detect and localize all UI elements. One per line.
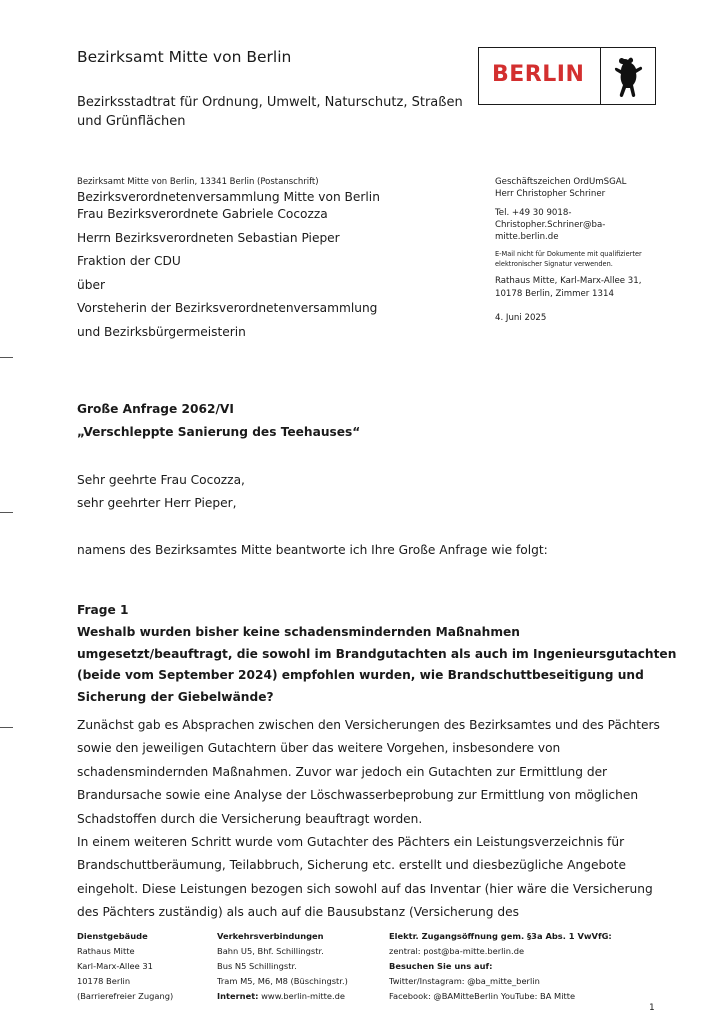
berlin-bear-icon [613, 56, 645, 98]
recipient-block [77, 190, 380, 348]
recipient-line: Vorsteherin der Bezirksverordnetenversammlung [77, 301, 378, 315]
email-note-cont: elektronischer Signatur verwenden. [495, 260, 613, 269]
footer-line: Bus N5 Schillingstr. [217, 961, 297, 971]
intro-paragraph: namens des Bezirksamtes Mitte beantworte ich Ihre Große Anfrage wie folgt: [77, 543, 548, 557]
office-address-cont: 10178 Berlin, Zimmer 1314 [495, 288, 614, 299]
contact-phone: Tel. +49 30 9018- [495, 207, 572, 218]
footer-line: (Barrierefreier Zugang) [77, 991, 174, 1001]
fold-mark [0, 727, 13, 728]
subject-block [77, 402, 360, 448]
reference-number: Geschäftszeichen OrdUmSGAL [495, 177, 627, 187]
subject-reference: Große Anfrage 2062/VI [77, 402, 234, 416]
email-note: E-Mail nicht für Dokumente mit qualifizierter [495, 250, 642, 259]
answer-body [77, 714, 677, 925]
footer-line: 10178 Berlin [77, 976, 131, 986]
subject-title: „Verschleppte Sanierung des Teehauses“ [77, 425, 361, 439]
salutation [77, 473, 245, 519]
office-address: Rathaus Mitte, Karl-Marx-Allee 31, [495, 276, 642, 287]
question-label: Frage 1 [77, 603, 129, 617]
recipient-line: Frau Bezirksverordnete Gabriele Cocozza [77, 207, 328, 221]
footer-social[interactable]: Facebook: @BAMitteBerlin YouTube: BA Mitte [389, 991, 576, 1001]
internet-link[interactable]: www.berlin-mitte.de [261, 991, 346, 1001]
page-number: 1 [649, 1003, 655, 1013]
organization-title: Bezirksamt Mitte von Berlin [77, 48, 292, 66]
contact-email: Christopher.Schriner@ba- [495, 219, 606, 230]
salutation-line: Sehr geehrte Frau Cocozza, [77, 473, 245, 487]
footer-line: Karl-Marx-Allee 31 [77, 961, 153, 971]
sender-info-sidebar [495, 176, 665, 324]
footer-internet [217, 989, 387, 1004]
berlin-logo [478, 47, 656, 105]
salutation-line: sehr geehrter Herr Pieper, [77, 496, 237, 510]
recipient-line: Herrn Bezirksverordneten Sebastian Pieper [77, 230, 340, 245]
footer-social[interactable]: Twitter/Instagram: @ba_mitte_berlin [389, 976, 540, 986]
internet-label: Internet: [217, 991, 259, 1001]
footer-transport [217, 929, 387, 1004]
footer-heading: Elektr. Zugangsöffnung gem. §3a Abs. 1 VwVfG: [389, 931, 612, 941]
logo-text: BERLIN [492, 62, 585, 87]
recipient-line: und Bezirksbürgermeisterin [77, 324, 246, 339]
letter-date: 4. Juni 2025 [495, 313, 547, 324]
contact-email-cont: mitte.berlin.de [495, 232, 559, 243]
footer-building [77, 929, 212, 1004]
department-title: Bezirksstadtrat für Ordnung, Umwelt, Naturschutz, Straßen und Grünflächen [77, 95, 463, 129]
fold-mark [0, 357, 13, 358]
punch-mark [0, 512, 13, 513]
recipient-line: Fraktion der CDU [77, 254, 181, 268]
question-text: Weshalb wurden bisher keine schadensmindernden Maßnahmen umgesetzt/beauftragt, die sowohl im Brandgutachten als auch im Ingenieursgutachten (beide vom September 2024) empfohlen wurden, wie Brandschuttbeseitigung und Sicherung der Giebelwände? [77, 625, 677, 704]
footer-line: Bahn U5, Bhf. Schillingstr. [217, 946, 324, 956]
footer-heading: Dienstgebäude [77, 931, 148, 941]
footer-email[interactable]: zentral: post@ba-mitte.berlin.de [389, 946, 525, 956]
footer-heading: Verkehrsverbindungen [217, 931, 324, 941]
recipient-line: Bezirksverordnetenversammlung Mitte von Berlin [77, 190, 380, 204]
footer-contact [389, 929, 689, 1004]
answer-paragraph: In einem weiteren Schritt wurde vom Gutachter des Pächters ein Leistungsverzeichnis für Brandschuttberäumung, Teilabbruch, Sicherung etc. erstellt und diesbezügliche Angebote eingeholt. Diese Leistungen bezogen sich sowohl auf das Inventar (hier wäre die Versicherung des Pächters zuständig) als auch auf die Bausubstanz (Versicherung des [77, 835, 653, 920]
footer-subheading: Besuchen Sie uns auf: [389, 961, 493, 971]
recipient-line: über [77, 277, 105, 292]
answer-paragraph: Zunächst gab es Absprachen zwischen den Versicherungen des Bezirksamtes und des Pächters sowie den jeweiligen Gutachtern über das weitere Vorgehen, insbesondere von schadensmindernden Maßnahmen. Zuvor war jedoch ein Gutachten zur Ermittlung der Brandursache sowie eine Analyse der Löschwasserbeprobung zur Ermittlung von möglichen Schadstoffen durch die Versicherung beauftragt worden. [77, 718, 660, 826]
footer-line: Rathaus Mitte [77, 946, 135, 956]
sender-address-line: Bezirksamt Mitte von Berlin, 13341 Berlin (Postanschrift) [77, 177, 319, 187]
contact-name: Herr Christopher Schriner [495, 189, 606, 200]
footer-line: Tram M5, M6, M8 (Büschingstr.) [217, 976, 348, 986]
logo-divider [600, 48, 601, 104]
